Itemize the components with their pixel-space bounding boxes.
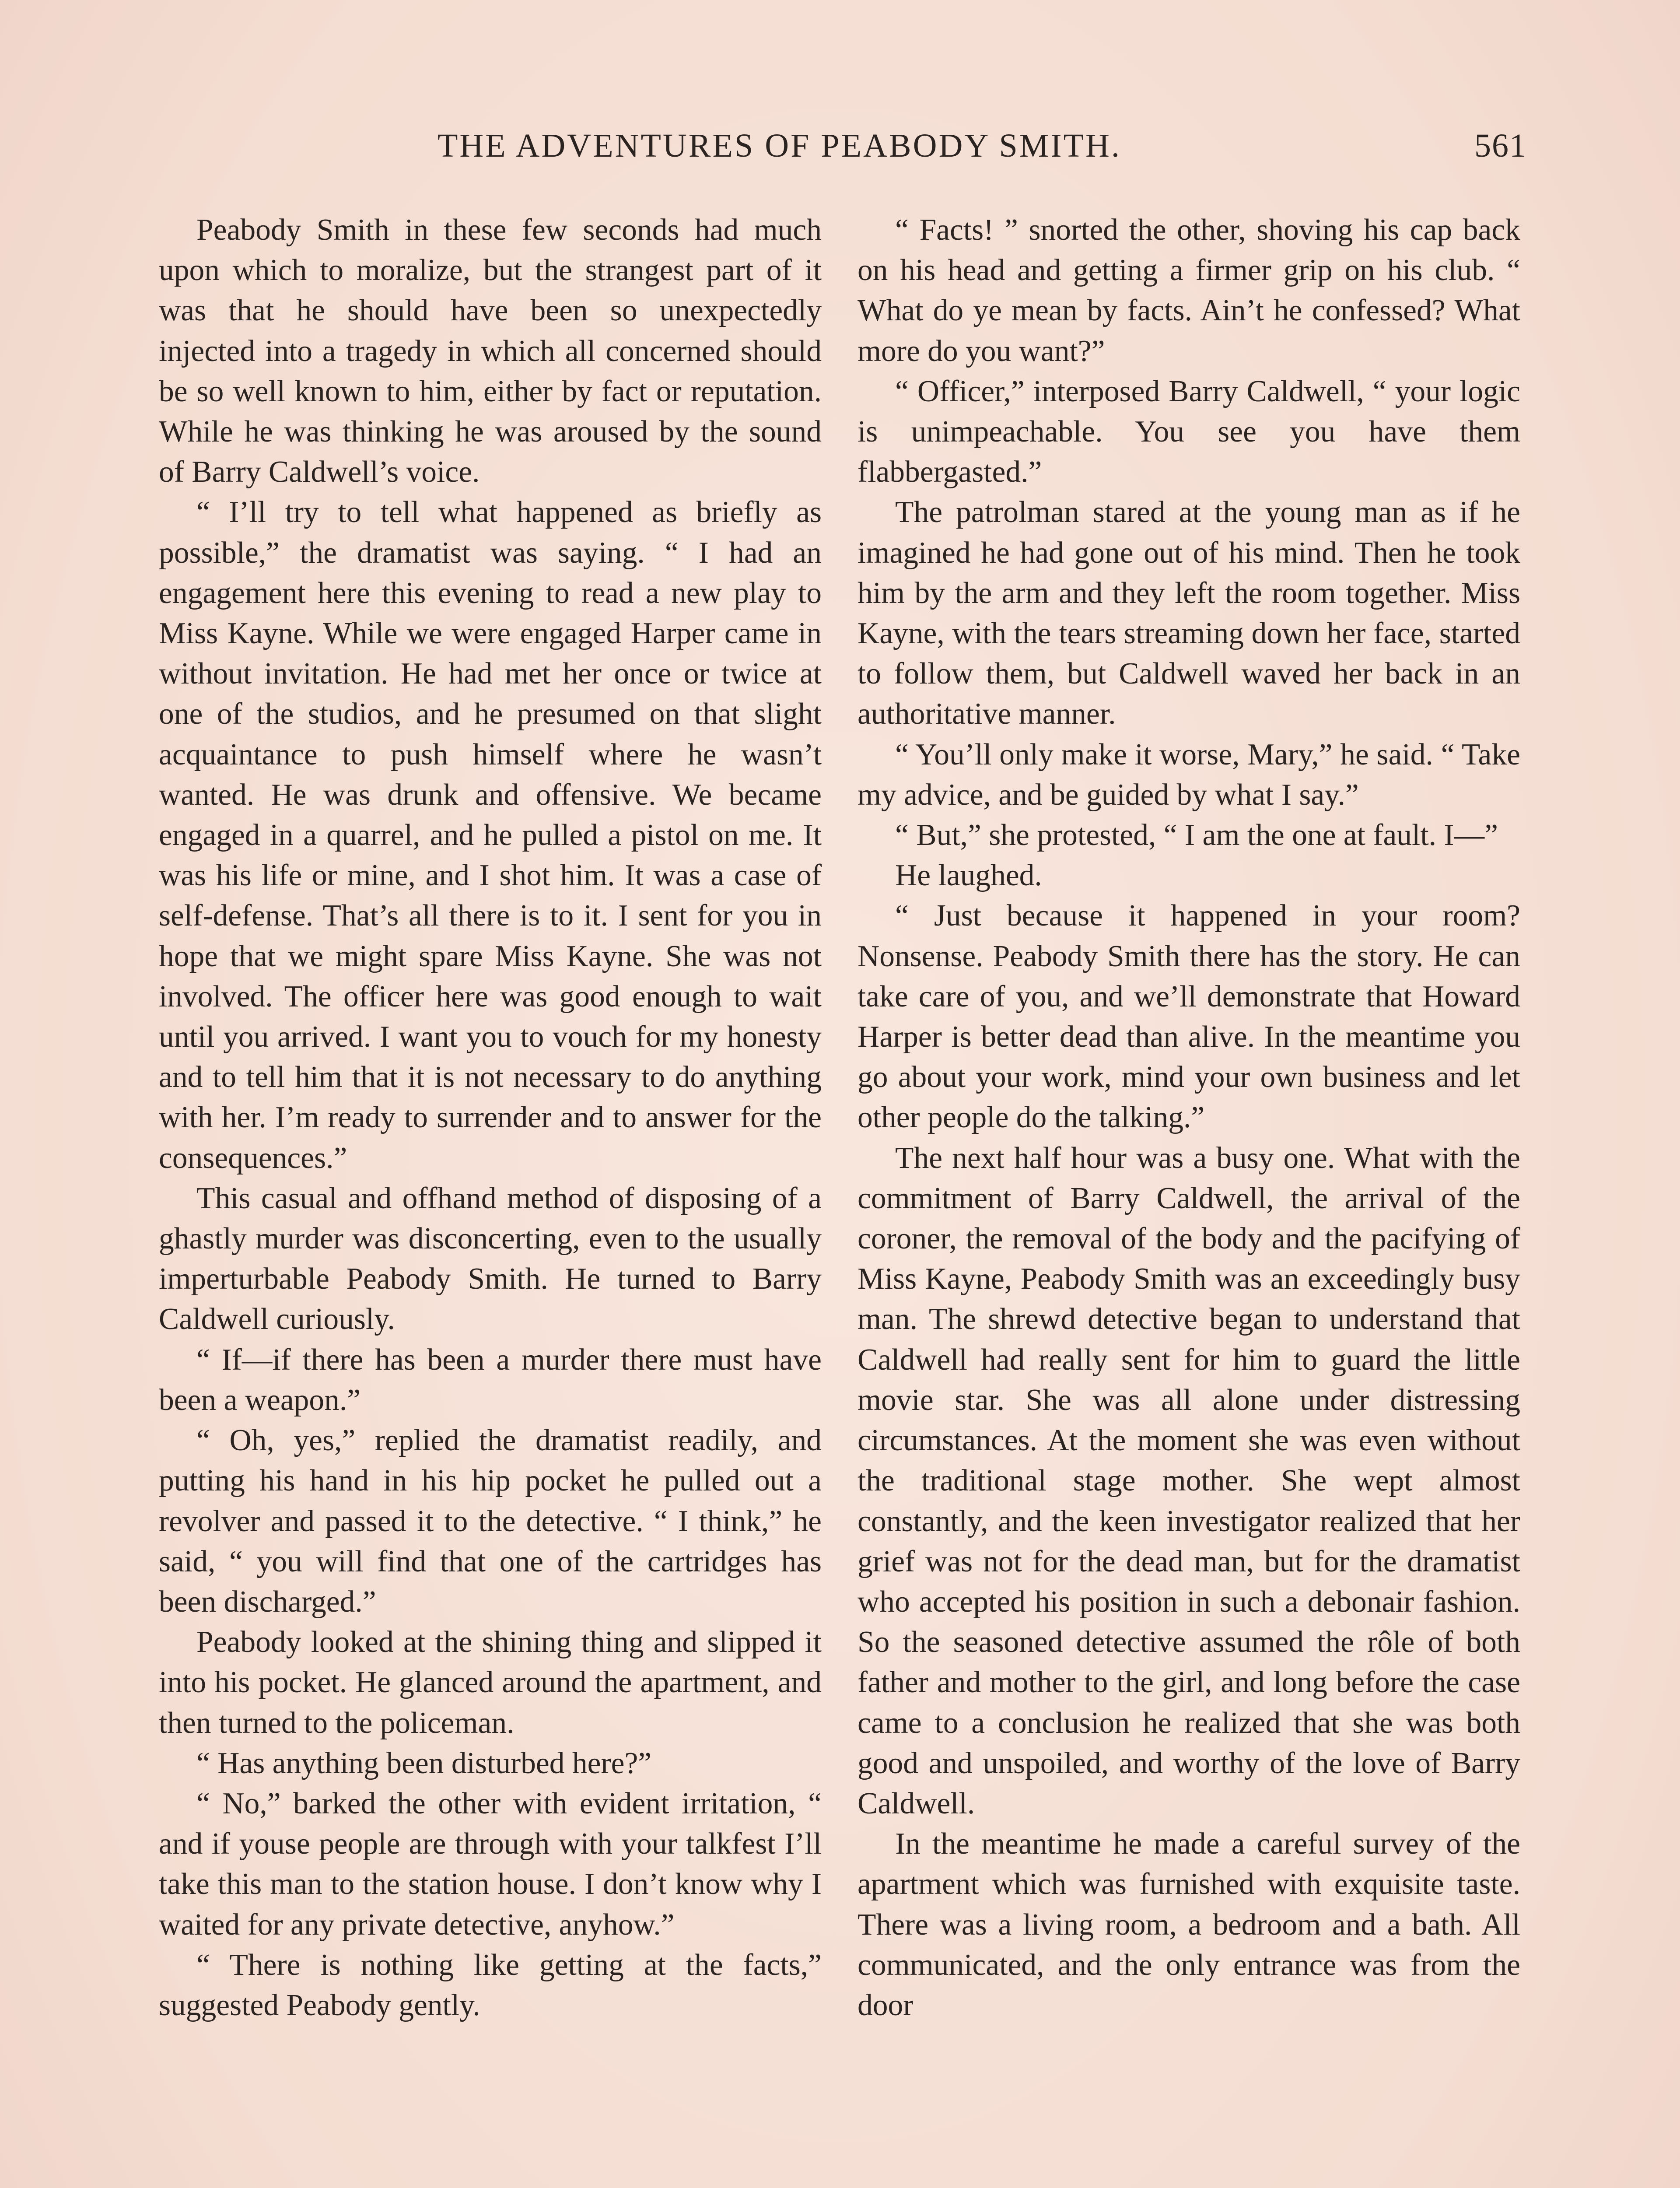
paragraph: “ Has anything been disturbed here?” [196, 1746, 652, 1780]
paragraph: “ You’ll only make it worse, Mary,” he said. “ Take my advice, and be guided by what I say.” [858, 737, 1520, 812]
running-title: THE ADVENTURES OF PEABODY SMITH. [438, 127, 1121, 164]
paragraph: “ Facts! ” snorted the other, shoving his cap back on his head and getting a firmer grip on his club. “ What do ye mean by facts. Ain’t he confessed? What more do you want?” [858, 213, 1520, 368]
paragraph: Peabody Smith in these few seconds had much upon which to moralize, but the strangest part of it was that he should have been so unexpectedly injected into a tragedy in which all concerned should be so well known to him, either by fact or reputation. While he was thinking he was aroused by the sound of Barry Caldwell’s voice. [159, 213, 822, 489]
paragraph: “ Officer,” interposed Barry Caldwell, “ your logic is unimpeachable. You see you have them flabbergasted.” [858, 374, 1520, 489]
paragraph: “ Oh, yes,” replied the dramatist readily, and putting his hand in his hip pocket he pulled out a revolver and passed it to the detective. “ I think,” he said, “ you will find that one of the cartridges has been discharged.” [159, 1424, 822, 1619]
paragraph: Peabody looked at the shining thing and slipped it into his pocket. He glanced around the apartment, and then turned to the policeman. [159, 1625, 822, 1740]
paragraph: In the meantime he made a careful survey of the apartment which was furnished with exquisite taste. There was a living room, a bedroom and a bath. All communicated, and the only entrance was from the door [858, 1827, 1520, 2022]
paragraph: This casual and offhand method of disposing of a ghastly murder was disconcerting, even to the usually imperturbable Peabody Smith. He turned to Barry Caldwell curiously. [159, 1181, 822, 1336]
paragraph: “ If—if there has been a murder there must have been a weapon.” [159, 1343, 822, 1417]
paragraph: He laughed. [895, 859, 1042, 893]
paragraph: “ I’ll try to tell what happened as briefly as possible,” the dramatist was saying. “ I had an engagement here this evening to read a new play to Miss Kayne. While we were engaged Harper came in without invitation. He had met her once or twice at one of the studios, and he presumed on that slight acquaintance to push himself where he wasn’t wanted. He was drunk and offensive. We became engaged in a quarrel, and he pulled a pistol on me. It was his life or mine, and I shot him. It was a case of self-defense. That’s all there is to it. I sent for you in hope that we might spare Miss Kayne. She was not involved. The officer here was good enough to wait until you arrived. I want you to vouch for my honesty and to tell him that it is not necessary to do anything with her. I’m ready to surrender and to answer for the consequences.” [159, 495, 822, 1175]
paragraph: The patrolman stared at the young man as if he imagined he had gone out of his mind. Then he took him by the arm and they left the room together. Miss Kayne, with the tears streaming down her face, started to follow them, but Caldwell waved her back in an authoritative manner. [858, 495, 1520, 731]
left-column [159, 210, 822, 2026]
paragraph: The next half hour was a busy one. What with the commitment of Barry Caldwell, the arrival of the coroner, the removal of the body and the pacifying of Miss Kayne, Peabody Smith was an exceedingly busy man. The shrewd detective began to understand that Caldwell had really sent for him to guard the little movie star. She was all alone under distressing circumstances. At the moment she was even without the traditional stage mother. She wept almost constantly, and the keen investigator realized that her grief was not for the dead man, but for the dramatist who accepted his position in such a debonair fashion. So the seasoned detective assumed the rôle of both father and mother to the girl, and long before the case came to a conclusion he realized that she was both good and unspoiled, and worthy of the love of Barry Caldwell. [858, 1141, 1520, 1820]
page-number: 561 [1474, 127, 1527, 164]
running-head [158, 127, 1527, 179]
paragraph: “ There is nothing like getting at the facts,” suggested Peabody gently. [159, 1948, 822, 2022]
paragraph: “ Just because it happened in your room? Nonsense. Peabody Smith there has the story. He can take care of you, and we’ll demonstrate that Howard Harper is better dead than alive. In the meantime you go about your work, mind your own business and let other people do the talking.” [858, 899, 1520, 1135]
right-column [858, 210, 1520, 2026]
paragraph: “ No,” barked the other with evident irritation, “ and if youse people are through with your talkfest I’ll take this man to the station house. I don’t know why I waited for any private detective, anyhow.” [159, 1786, 822, 1942]
paragraph: “ But,” she protested, “ I am the one at fault. I—” [895, 818, 1498, 852]
